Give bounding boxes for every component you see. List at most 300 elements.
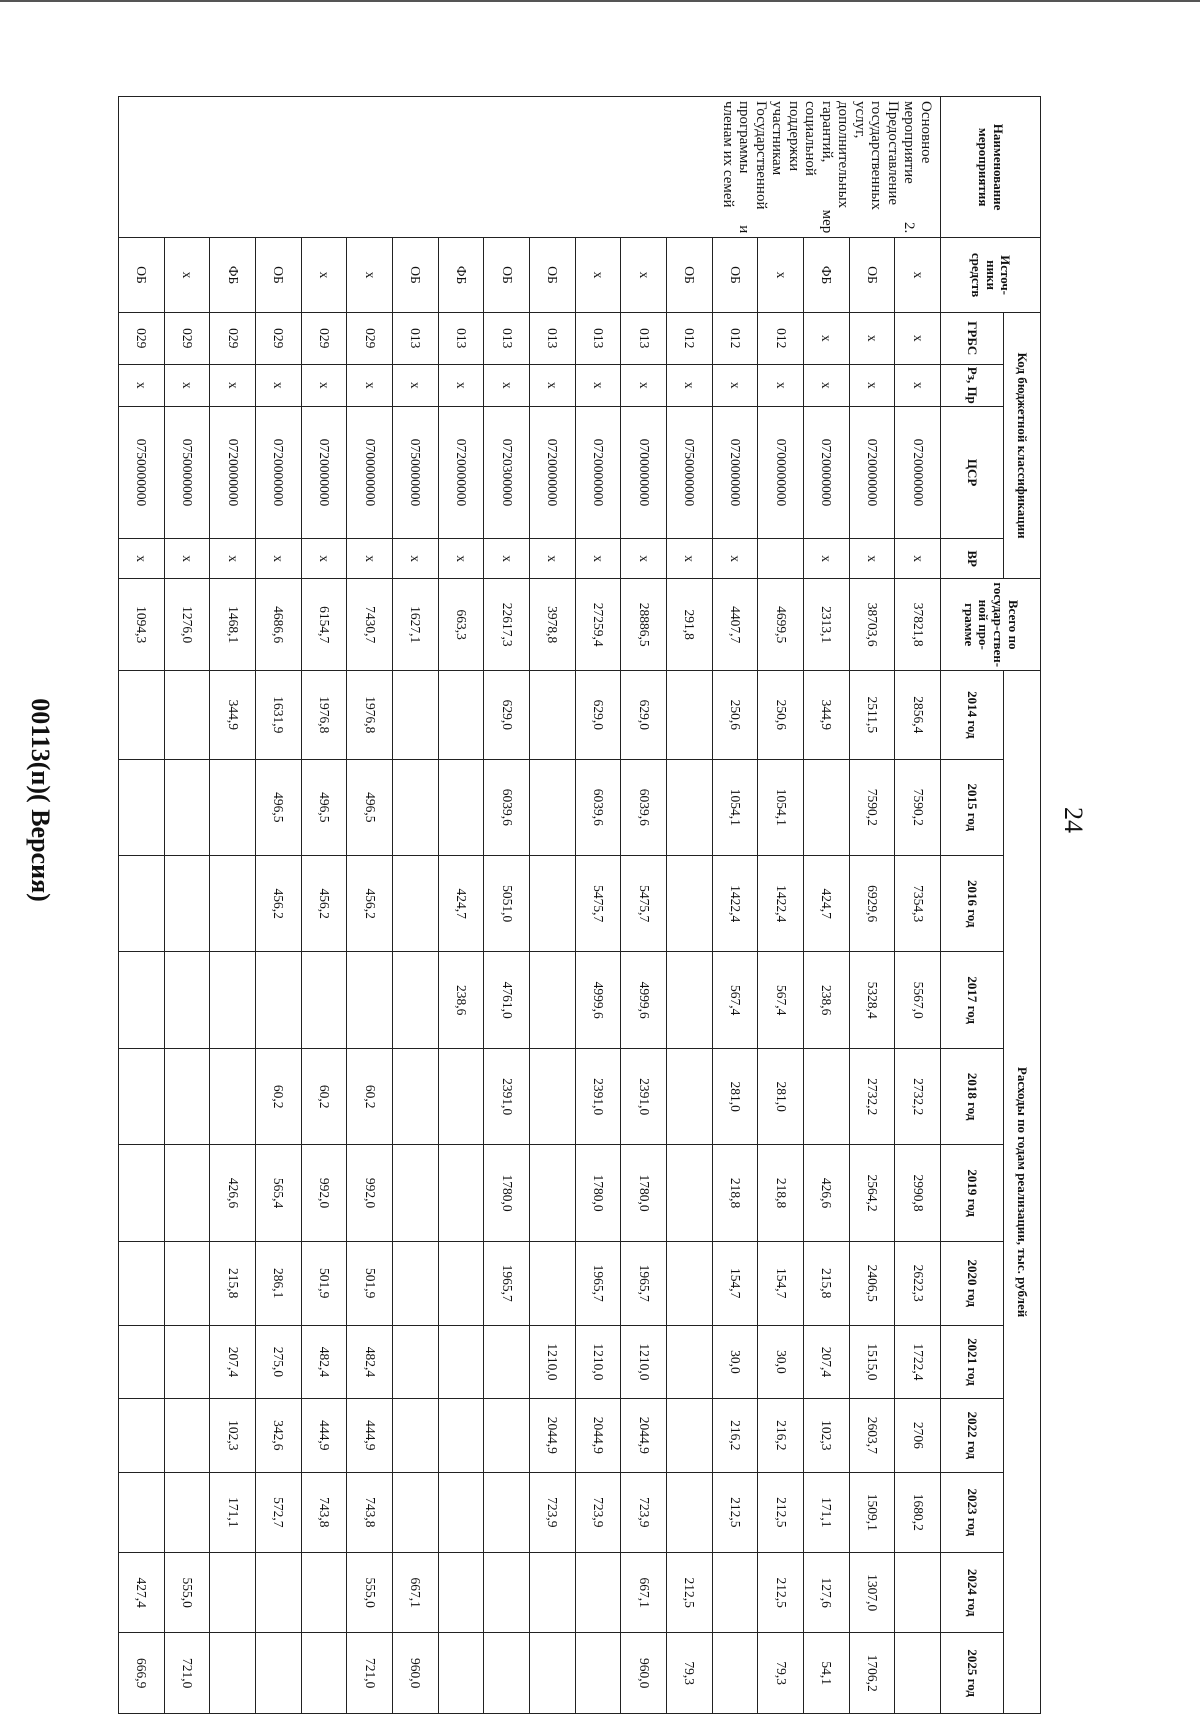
total-cell: 37821,8 — [895, 579, 941, 671]
expenses-table — [118, 96, 1041, 1714]
year-value-cell: 1210,0 — [575, 1325, 621, 1398]
year-value-cell — [347, 952, 393, 1048]
year-value-cell: 1307,0 — [849, 1552, 895, 1632]
year-value-cell: 216,2 — [758, 1399, 804, 1472]
year-value-cell: 555,0 — [164, 1552, 210, 1632]
year-value-cell: 171,1 — [804, 1472, 850, 1552]
year-value-cell: 79,3 — [667, 1633, 713, 1714]
grbs-cell: 012 — [667, 312, 713, 364]
year-value-cell — [393, 1048, 439, 1144]
csr-cell: 0720000000 — [530, 407, 576, 539]
year-value-cell: 344,9 — [210, 671, 256, 759]
source-cell: х — [758, 238, 804, 313]
year-value-cell — [895, 1552, 941, 1632]
year-value-cell: 79,3 — [758, 1633, 804, 1714]
total-cell: 291,8 — [667, 579, 713, 671]
year-value-cell: 4999,6 — [575, 952, 621, 1048]
year-value-cell — [438, 671, 484, 759]
year-value-cell: 629,0 — [484, 671, 530, 759]
grbs-cell: 013 — [530, 312, 576, 364]
year-value-cell — [393, 1145, 439, 1241]
year-value-cell — [210, 952, 256, 1048]
year-value-cell: 5475,7 — [575, 856, 621, 952]
grbs-cell: 013 — [393, 312, 439, 364]
header-year: 2020 год — [941, 1241, 1004, 1325]
rzpr-cell: х — [758, 364, 804, 406]
year-value-cell: 723,9 — [621, 1472, 667, 1552]
year-value-cell: 7590,2 — [895, 759, 941, 855]
table-row — [895, 97, 941, 1714]
header-year: 2017 год — [941, 952, 1004, 1048]
year-value-cell: 426,6 — [210, 1145, 256, 1241]
table-row — [301, 97, 347, 1714]
year-value-cell: 212,5 — [758, 1552, 804, 1632]
vr-cell: х — [164, 539, 210, 579]
year-value-cell: 212,5 — [712, 1472, 758, 1552]
vr-cell: х — [621, 539, 667, 579]
year-value-cell: 7354,3 — [895, 856, 941, 952]
year-value-cell: 1422,4 — [712, 856, 758, 952]
year-value-cell: 250,6 — [712, 671, 758, 759]
year-value-cell — [484, 1325, 530, 1398]
year-value-cell — [667, 1145, 713, 1241]
year-value-cell: 1706,2 — [849, 1633, 895, 1714]
source-cell: ОБ — [484, 238, 530, 313]
year-value-cell: 565,4 — [256, 1145, 302, 1241]
rzpr-cell: х — [575, 364, 621, 406]
year-value-cell — [438, 1325, 484, 1398]
total-cell: 3978,8 — [530, 579, 576, 671]
year-value-cell: 743,8 — [301, 1472, 347, 1552]
total-cell: 38703,6 — [849, 579, 895, 671]
year-value-cell: 218,8 — [712, 1145, 758, 1241]
year-value-cell — [667, 856, 713, 952]
source-cell: х — [164, 238, 210, 313]
year-value-cell: 2044,9 — [575, 1399, 621, 1472]
year-value-cell — [164, 1325, 210, 1398]
csr-cell: 0700000000 — [758, 407, 804, 539]
year-value-cell — [119, 1325, 165, 1398]
year-value-cell: 1780,0 — [484, 1145, 530, 1241]
year-value-cell — [393, 1399, 439, 1472]
year-value-cell: 2391,0 — [575, 1048, 621, 1144]
rzpr-cell: х — [849, 364, 895, 406]
vr-cell — [758, 539, 804, 579]
year-value-cell: 2603,7 — [849, 1399, 895, 1472]
year-value-cell — [804, 1048, 850, 1144]
year-value-cell — [484, 1399, 530, 1472]
year-value-cell: 960,0 — [621, 1633, 667, 1714]
year-value-cell: 1722,4 — [895, 1325, 941, 1398]
year-value-cell — [530, 856, 576, 952]
year-value-cell: 482,4 — [347, 1325, 393, 1398]
rzpr-cell: х — [438, 364, 484, 406]
year-value-cell — [393, 671, 439, 759]
year-value-cell: 1422,4 — [758, 856, 804, 952]
grbs-cell: х — [804, 312, 850, 364]
year-value-cell: 281,0 — [758, 1048, 804, 1144]
csr-cell: 0750000000 — [119, 407, 165, 539]
table-row — [530, 97, 576, 1714]
rzpr-cell: х — [895, 364, 941, 406]
year-value-cell: 424,7 — [438, 856, 484, 952]
year-value-cell: 6039,6 — [575, 759, 621, 855]
year-value-cell: 992,0 — [347, 1145, 393, 1241]
year-value-cell — [667, 952, 713, 1048]
year-value-cell: 482,4 — [301, 1325, 347, 1398]
csr-cell: 0720000000 — [575, 407, 621, 539]
table-row — [621, 97, 667, 1714]
year-value-cell: 2044,9 — [530, 1399, 576, 1472]
scan-top-edge — [0, 0, 1200, 2]
total-cell: 27259,4 — [575, 579, 621, 671]
table-row — [256, 97, 302, 1714]
year-value-cell — [530, 1552, 576, 1632]
year-value-cell: 667,1 — [393, 1552, 439, 1632]
year-value-cell — [164, 671, 210, 759]
vr-cell: х — [438, 539, 484, 579]
rzpr-cell: х — [164, 364, 210, 406]
year-value-cell — [210, 1048, 256, 1144]
source-cell: х — [347, 238, 393, 313]
year-value-cell — [164, 1472, 210, 1552]
year-value-cell — [119, 1048, 165, 1144]
year-value-cell: 1965,7 — [575, 1241, 621, 1325]
year-value-cell — [484, 1552, 530, 1632]
year-value-cell: 2622,3 — [895, 1241, 941, 1325]
year-value-cell — [119, 759, 165, 855]
header-csr: ЦСР — [941, 407, 1004, 539]
year-value-cell: 1965,7 — [621, 1241, 667, 1325]
year-value-cell: 5051,0 — [484, 856, 530, 952]
year-value-cell: 456,2 — [301, 856, 347, 952]
csr-cell: 0720000000 — [849, 407, 895, 539]
source-cell: ФБ — [210, 238, 256, 313]
year-value-cell: 1054,1 — [712, 759, 758, 855]
header-year: 2022 год — [941, 1399, 1004, 1472]
header-vr: ВР — [941, 539, 1004, 579]
csr-cell: 0750000000 — [393, 407, 439, 539]
year-value-cell — [393, 759, 439, 855]
year-value-cell — [667, 1048, 713, 1144]
header-year: 2018 год — [941, 1048, 1004, 1144]
year-value-cell: 424,7 — [804, 856, 850, 952]
year-value-cell: 212,5 — [667, 1552, 713, 1632]
year-value-cell — [393, 952, 439, 1048]
year-value-cell: 2391,0 — [484, 1048, 530, 1144]
year-value-cell — [164, 1048, 210, 1144]
table-row — [484, 97, 530, 1714]
rzpr-cell: х — [119, 364, 165, 406]
year-value-cell: 1780,0 — [575, 1145, 621, 1241]
csr-cell: 0750000000 — [164, 407, 210, 539]
header-year: 2019 год — [941, 1145, 1004, 1241]
year-value-cell — [119, 856, 165, 952]
year-value-cell — [438, 1633, 484, 1714]
year-value-cell — [119, 671, 165, 759]
header-year: 2014 год — [941, 671, 1004, 759]
total-cell: 663,3 — [438, 579, 484, 671]
year-value-cell: 238,6 — [438, 952, 484, 1048]
year-value-cell: 1210,0 — [530, 1325, 576, 1398]
csr-cell: 0720000000 — [895, 407, 941, 539]
total-cell: 1468,1 — [210, 579, 256, 671]
year-value-cell: 154,7 — [758, 1241, 804, 1325]
year-value-cell: 1054,1 — [758, 759, 804, 855]
year-value-cell — [301, 952, 347, 1048]
year-value-cell: 238,6 — [804, 952, 850, 1048]
year-value-cell — [575, 1552, 621, 1632]
vr-cell: х — [119, 539, 165, 579]
vr-cell: х — [210, 539, 256, 579]
table-row — [438, 97, 484, 1714]
header-year: 2021 год — [941, 1325, 1004, 1398]
source-cell: ОБ — [667, 238, 713, 313]
csr-cell: 0700000000 — [621, 407, 667, 539]
document-version-label: 00113(п)( Версия) — [26, 698, 55, 902]
grbs-cell: 029 — [210, 312, 256, 364]
source-cell: х — [301, 238, 347, 313]
csr-cell: 0720300000 — [484, 407, 530, 539]
header-year: 2015 год — [941, 759, 1004, 855]
year-value-cell: 567,4 — [712, 952, 758, 1048]
source-cell: ФБ — [804, 238, 850, 313]
year-value-cell — [393, 856, 439, 952]
year-value-cell: 2391,0 — [621, 1048, 667, 1144]
header-grbs: ГРБС — [941, 312, 1004, 364]
year-value-cell — [438, 759, 484, 855]
header-source: Источ-ники средств — [941, 238, 1041, 313]
year-value-cell — [210, 759, 256, 855]
header-budget-code: Код бюджетной классификации — [1004, 312, 1041, 578]
year-value-cell — [667, 1325, 713, 1398]
year-value-cell: 102,3 — [210, 1399, 256, 1472]
year-value-cell: 6039,6 — [621, 759, 667, 855]
year-value-cell — [256, 952, 302, 1048]
year-value-cell: 723,9 — [575, 1472, 621, 1552]
year-value-cell: 1976,8 — [301, 671, 347, 759]
year-value-cell — [575, 1633, 621, 1714]
year-value-cell: 5475,7 — [621, 856, 667, 952]
rzpr-cell: х — [210, 364, 256, 406]
year-value-cell: 426,6 — [804, 1145, 850, 1241]
rzpr-cell: х — [530, 364, 576, 406]
year-value-cell — [164, 1145, 210, 1241]
year-value-cell: 342,6 — [256, 1399, 302, 1472]
year-value-cell — [119, 952, 165, 1048]
source-cell: ОБ — [256, 238, 302, 313]
year-value-cell — [119, 1145, 165, 1241]
year-value-cell: 1965,7 — [484, 1241, 530, 1325]
year-value-cell — [256, 1552, 302, 1632]
rzpr-cell: х — [667, 364, 713, 406]
year-value-cell: 496,5 — [301, 759, 347, 855]
year-value-cell — [210, 1633, 256, 1714]
source-cell: ОБ — [712, 238, 758, 313]
vr-cell: х — [530, 539, 576, 579]
grbs-cell: 012 — [712, 312, 758, 364]
year-value-cell: 4761,0 — [484, 952, 530, 1048]
table-row — [393, 97, 439, 1714]
year-value-cell — [301, 1633, 347, 1714]
table-row — [164, 97, 210, 1714]
year-value-cell: 1631,9 — [256, 671, 302, 759]
vr-cell: х — [849, 539, 895, 579]
year-value-cell — [712, 1633, 758, 1714]
year-value-cell: 1210,0 — [621, 1325, 667, 1398]
source-cell: ОБ — [849, 238, 895, 313]
page-number: 24 — [1059, 807, 1088, 833]
csr-cell: 0720000000 — [301, 407, 347, 539]
grbs-cell: 013 — [621, 312, 667, 364]
table-row — [667, 97, 713, 1714]
total-cell: 7430,7 — [347, 579, 393, 671]
year-value-cell: 2856,4 — [895, 671, 941, 759]
year-value-cell — [119, 1472, 165, 1552]
header-year: 2025 год — [941, 1633, 1004, 1714]
year-value-cell: 456,2 — [256, 856, 302, 952]
grbs-cell: 029 — [347, 312, 393, 364]
year-value-cell — [164, 1241, 210, 1325]
year-value-cell: 212,5 — [758, 1472, 804, 1552]
vr-cell: х — [301, 539, 347, 579]
grbs-cell: 029 — [164, 312, 210, 364]
vr-cell: х — [667, 539, 713, 579]
year-value-cell — [667, 759, 713, 855]
year-value-cell: 281,0 — [712, 1048, 758, 1144]
year-value-cell — [438, 1472, 484, 1552]
total-cell: 1094,3 — [119, 579, 165, 671]
year-value-cell — [119, 1241, 165, 1325]
year-value-cell: 6039,6 — [484, 759, 530, 855]
year-value-cell: 992,0 — [301, 1145, 347, 1241]
year-value-cell — [667, 1241, 713, 1325]
year-value-cell: 456,2 — [347, 856, 393, 952]
year-value-cell: 60,2 — [256, 1048, 302, 1144]
total-cell: 4699,5 — [758, 579, 804, 671]
header-year: 2024 год — [941, 1552, 1004, 1632]
year-value-cell: 572,7 — [256, 1472, 302, 1552]
year-value-cell — [164, 1399, 210, 1472]
year-value-cell: 721,0 — [347, 1633, 393, 1714]
year-value-cell: 501,9 — [347, 1241, 393, 1325]
year-value-cell: 444,9 — [347, 1399, 393, 1472]
year-value-cell — [164, 856, 210, 952]
grbs-cell: 029 — [256, 312, 302, 364]
table-row — [849, 97, 895, 1714]
year-value-cell: 666,9 — [119, 1633, 165, 1714]
rotated-table-container — [118, 96, 1041, 1714]
header-rzpr: Рз, Пр — [941, 364, 1004, 406]
year-value-cell: 721,0 — [164, 1633, 210, 1714]
total-cell: 4686,6 — [256, 579, 302, 671]
source-cell: х — [575, 238, 621, 313]
event-name-cell: Основное мероприятие 2. Предоставление государственных услуг, дополнительных гарантий, мер социальной поддержки участникам Государственной программы и членам их семей — [119, 97, 941, 238]
rzpr-cell: х — [804, 364, 850, 406]
source-cell: ОБ — [119, 238, 165, 313]
vr-cell: х — [895, 539, 941, 579]
grbs-cell: 029 — [119, 312, 165, 364]
year-value-cell: 960,0 — [393, 1633, 439, 1714]
source-cell: х — [895, 238, 941, 313]
source-cell: ОБ — [393, 238, 439, 313]
year-value-cell: 743,8 — [347, 1472, 393, 1552]
year-value-cell: 275,0 — [256, 1325, 302, 1398]
year-value-cell — [438, 1241, 484, 1325]
rzpr-cell: х — [256, 364, 302, 406]
year-value-cell: 1780,0 — [621, 1145, 667, 1241]
year-value-cell — [530, 1241, 576, 1325]
rzpr-cell: х — [393, 364, 439, 406]
rzpr-cell: х — [301, 364, 347, 406]
year-value-cell — [712, 1552, 758, 1632]
header-year: 2023 год — [941, 1472, 1004, 1552]
grbs-cell: 013 — [484, 312, 530, 364]
csr-cell: 0720000000 — [804, 407, 850, 539]
year-value-cell: 496,5 — [347, 759, 393, 855]
year-value-cell — [393, 1472, 439, 1552]
year-value-cell: 215,8 — [210, 1241, 256, 1325]
total-cell: 1627,1 — [393, 579, 439, 671]
csr-cell: 0720000000 — [210, 407, 256, 539]
year-value-cell: 171,1 — [210, 1472, 256, 1552]
year-value-cell — [895, 1633, 941, 1714]
year-value-cell: 127,6 — [804, 1552, 850, 1632]
year-value-cell: 2732,2 — [849, 1048, 895, 1144]
grbs-cell: х — [895, 312, 941, 364]
year-value-cell: 444,9 — [301, 1399, 347, 1472]
header-name: Наименование мероприятия — [941, 97, 1041, 238]
total-cell: 4407,7 — [712, 579, 758, 671]
year-value-cell — [530, 1145, 576, 1241]
vr-cell: х — [256, 539, 302, 579]
table-row — [347, 97, 393, 1714]
year-value-cell: 723,9 — [530, 1472, 576, 1552]
year-value-cell — [164, 759, 210, 855]
year-value-cell: 567,4 — [758, 952, 804, 1048]
year-value-cell: 30,0 — [712, 1325, 758, 1398]
year-value-cell — [393, 1241, 439, 1325]
year-value-cell: 154,7 — [712, 1241, 758, 1325]
year-value-cell: 2564,2 — [849, 1145, 895, 1241]
year-value-cell: 250,6 — [758, 671, 804, 759]
year-value-cell — [667, 671, 713, 759]
year-value-cell: 667,1 — [621, 1552, 667, 1632]
year-value-cell — [804, 759, 850, 855]
csr-cell: 0720000000 — [256, 407, 302, 539]
year-value-cell — [119, 1399, 165, 1472]
year-value-cell: 7590,2 — [849, 759, 895, 855]
year-value-cell: 286,1 — [256, 1241, 302, 1325]
year-value-cell — [301, 1552, 347, 1632]
year-value-cell: 629,0 — [575, 671, 621, 759]
total-cell: 28886,5 — [621, 579, 667, 671]
vr-cell: х — [712, 539, 758, 579]
header-years-group: Расходы по годам реализации, тыс. рублей — [1004, 671, 1041, 1714]
table-row — [758, 97, 804, 1714]
year-value-cell: 629,0 — [621, 671, 667, 759]
rzpr-cell: х — [484, 364, 530, 406]
vr-cell: х — [804, 539, 850, 579]
year-value-cell: 102,3 — [804, 1399, 850, 1472]
grbs-cell: х — [849, 312, 895, 364]
year-value-cell: 2706 — [895, 1399, 941, 1472]
header-year: 2016 год — [941, 856, 1004, 952]
total-cell: 1276,0 — [164, 579, 210, 671]
total-cell: 6154,7 — [301, 579, 347, 671]
year-value-cell: 207,4 — [804, 1325, 850, 1398]
year-value-cell: 2406,5 — [849, 1241, 895, 1325]
